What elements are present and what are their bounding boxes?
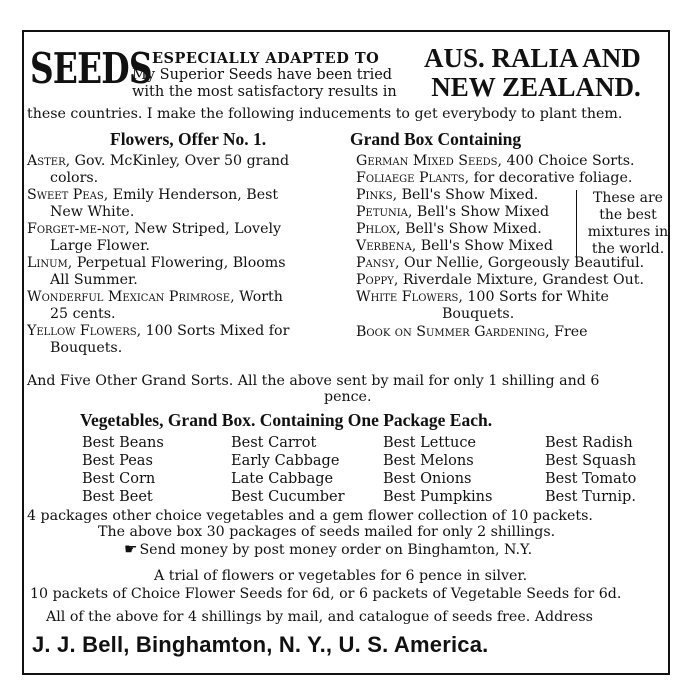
offer-line-1: And Five Other Grand Sorts. All the above sent by mail for only 1 shilling and 6 xyxy=(27,373,600,389)
vegetable-item: Best Onions xyxy=(383,471,472,487)
vegetable-item: Best Radish xyxy=(545,435,633,451)
grand-item xyxy=(442,306,514,323)
vegetable-item: Best Cucumber xyxy=(231,489,345,505)
intro-line: these countries. I make the following inducements to get everybody to plant them. xyxy=(27,106,623,122)
body-line: A trial of flowers or vegetables for 6 pence in silver. xyxy=(154,568,528,584)
tried-line-2: with the most satisfactory results in xyxy=(132,84,397,100)
vegetable-item: Best Lettuce xyxy=(383,435,477,451)
grand-heading: Grand Box Containing xyxy=(350,129,522,149)
body-line: 10 packets of Choice Flower Seeds for 6d, or 6 packets of Vegetable Seeds for 6d. xyxy=(30,586,622,602)
grand-item-name: Foliaege Plants xyxy=(356,170,465,186)
flower-name: Wonderful Mexican Primrose xyxy=(27,289,231,305)
flower-item-cont: Bouquets. xyxy=(50,340,123,356)
grand-item-detail: , 400 Choice Sorts. xyxy=(497,153,635,169)
flower-detail: , Gov. McKinley, Over 50 grand xyxy=(65,153,290,169)
vegetables-heading: Vegetables, Grand Box. Containing One Package Each. xyxy=(80,410,493,430)
flower-item-cont: New White. xyxy=(50,204,135,220)
box-note-line: These are xyxy=(593,190,663,206)
vegetable-item: Best Pumpkins xyxy=(383,489,493,505)
body-line xyxy=(124,541,532,559)
grand-item-name: White Flowers xyxy=(356,289,459,305)
body-line: All of the above for 4 shillings by mail, and catalogue of seeds free. Address xyxy=(46,609,593,625)
flower-name: Forget-me-not xyxy=(27,221,126,237)
vegetable-item: Best Carrot xyxy=(231,435,317,451)
vegetable-item: Best Squash xyxy=(545,453,637,469)
box-note-line: the world. xyxy=(591,241,665,257)
flower-name: Aster xyxy=(27,153,66,169)
flower-item-cont: All Summer. xyxy=(50,272,138,288)
vegetable-item: Best Beans xyxy=(82,435,164,451)
vegetable-item: Late Cabbage xyxy=(231,471,334,487)
grand-item-name: Poppy xyxy=(356,272,394,288)
grand-item-detail: , Bell's Show Mixed. xyxy=(392,187,539,203)
pointing-hand-icon: ☛ xyxy=(124,540,138,558)
grand-item-detail: , Bell's Show Mixed xyxy=(407,204,550,220)
grand-item-detail: , Bell's Show Mixed xyxy=(411,238,553,254)
adapted-line: ESPECIALLY ADAPTED TO xyxy=(152,50,380,67)
flower-detail: , Perpetual Flowering, Blooms xyxy=(67,255,286,271)
grand-item-detail: Bouquets. xyxy=(442,306,515,322)
flower-item xyxy=(27,187,278,204)
grand-item-detail: , Riverdale Mixture, Grandest Out. xyxy=(393,272,644,288)
flower-name: Linum xyxy=(27,255,68,271)
grand-item xyxy=(356,221,542,238)
region-line-1: AUS. RALIA AND xyxy=(424,43,641,73)
box-note-line: mixtures in xyxy=(587,224,669,240)
flowers-heading: Flowers, Offer No. 1. xyxy=(110,129,267,149)
vegetable-item: Best Peas xyxy=(82,453,153,469)
flower-detail: , New Striped, Lovely xyxy=(125,221,282,237)
flower-detail: , Emily Henderson, Best xyxy=(103,187,279,203)
grand-item-detail: , Bell's Show Mixed. xyxy=(396,221,542,237)
seeds-title: SEEDS xyxy=(30,44,152,93)
offer-line-2: pence. xyxy=(324,389,372,405)
body-line: The above box 30 packages of seeds mailed for only 2 shillings. xyxy=(98,524,556,540)
flower-item xyxy=(27,323,289,340)
region-line-2: NEW ZEALAND. xyxy=(431,72,641,102)
flower-item-cont: colors. xyxy=(50,170,99,186)
vegetable-item: Best Tomato xyxy=(545,471,637,487)
vegetable-item: Best Corn xyxy=(82,471,156,487)
box-note-line: the best xyxy=(599,207,657,223)
box-note xyxy=(576,190,675,258)
flower-item xyxy=(27,289,283,306)
grand-item xyxy=(356,187,538,204)
grand-item-name: Phlox xyxy=(356,221,397,237)
advertisement xyxy=(22,30,670,675)
vegetable-item: Best Turnip. xyxy=(545,489,636,505)
grand-item xyxy=(356,324,588,341)
vegetable-item: Best Beet xyxy=(82,489,153,505)
flower-item-cont: 25 cents. xyxy=(50,306,116,322)
flower-name: Sweet Peas xyxy=(27,187,104,203)
grand-item-detail: , for decorative foliage. xyxy=(464,170,633,186)
flower-detail: , Worth xyxy=(230,289,283,305)
grand-item-detail: , Free xyxy=(545,324,588,340)
grand-item-name: Pinks xyxy=(356,187,393,203)
grand-item-detail: , 100 Sorts for White xyxy=(458,289,609,305)
grand-item xyxy=(356,238,553,255)
flower-item xyxy=(27,255,286,272)
body-line: 4 packages other choice vegetables and a gem flower collection of 10 packets. xyxy=(27,508,593,524)
vegetable-item: Early Cabbage xyxy=(231,453,340,469)
grand-item-name: Verbena xyxy=(356,238,412,254)
grand-item xyxy=(356,170,632,187)
flower-detail: , 100 Sorts Mixed for xyxy=(136,323,290,339)
tried-line-1: My Superior Seeds have been tried xyxy=(132,67,393,83)
grand-item-detail: , Our Nellie, Gorgeously Beautiful. xyxy=(394,255,645,271)
flower-item-cont: Large Flower. xyxy=(50,238,150,254)
vegetable-item: Best Melons xyxy=(383,453,474,469)
footer-address: J. J. Bell, Binghamton, N. Y., U. S. America. xyxy=(32,632,489,657)
flower-item xyxy=(27,221,281,238)
grand-item xyxy=(356,272,644,289)
body-line-text: Send money by post money order on Binghamton, N.Y. xyxy=(139,542,533,558)
header-region xyxy=(422,44,641,102)
grand-item-name: Pansy xyxy=(356,255,395,271)
flower-name: Yellow Flowers xyxy=(27,323,137,339)
grand-item-name: Book on Summer Gardening xyxy=(356,324,546,340)
grand-item-name: German Mixed Seeds xyxy=(356,153,498,169)
grand-item xyxy=(356,289,609,306)
header-middle xyxy=(132,50,397,101)
grand-item-name: Petunia xyxy=(356,204,408,220)
grand-item xyxy=(356,204,549,221)
grand-item xyxy=(356,153,635,170)
flower-item xyxy=(27,153,289,170)
grand-item xyxy=(356,255,644,272)
